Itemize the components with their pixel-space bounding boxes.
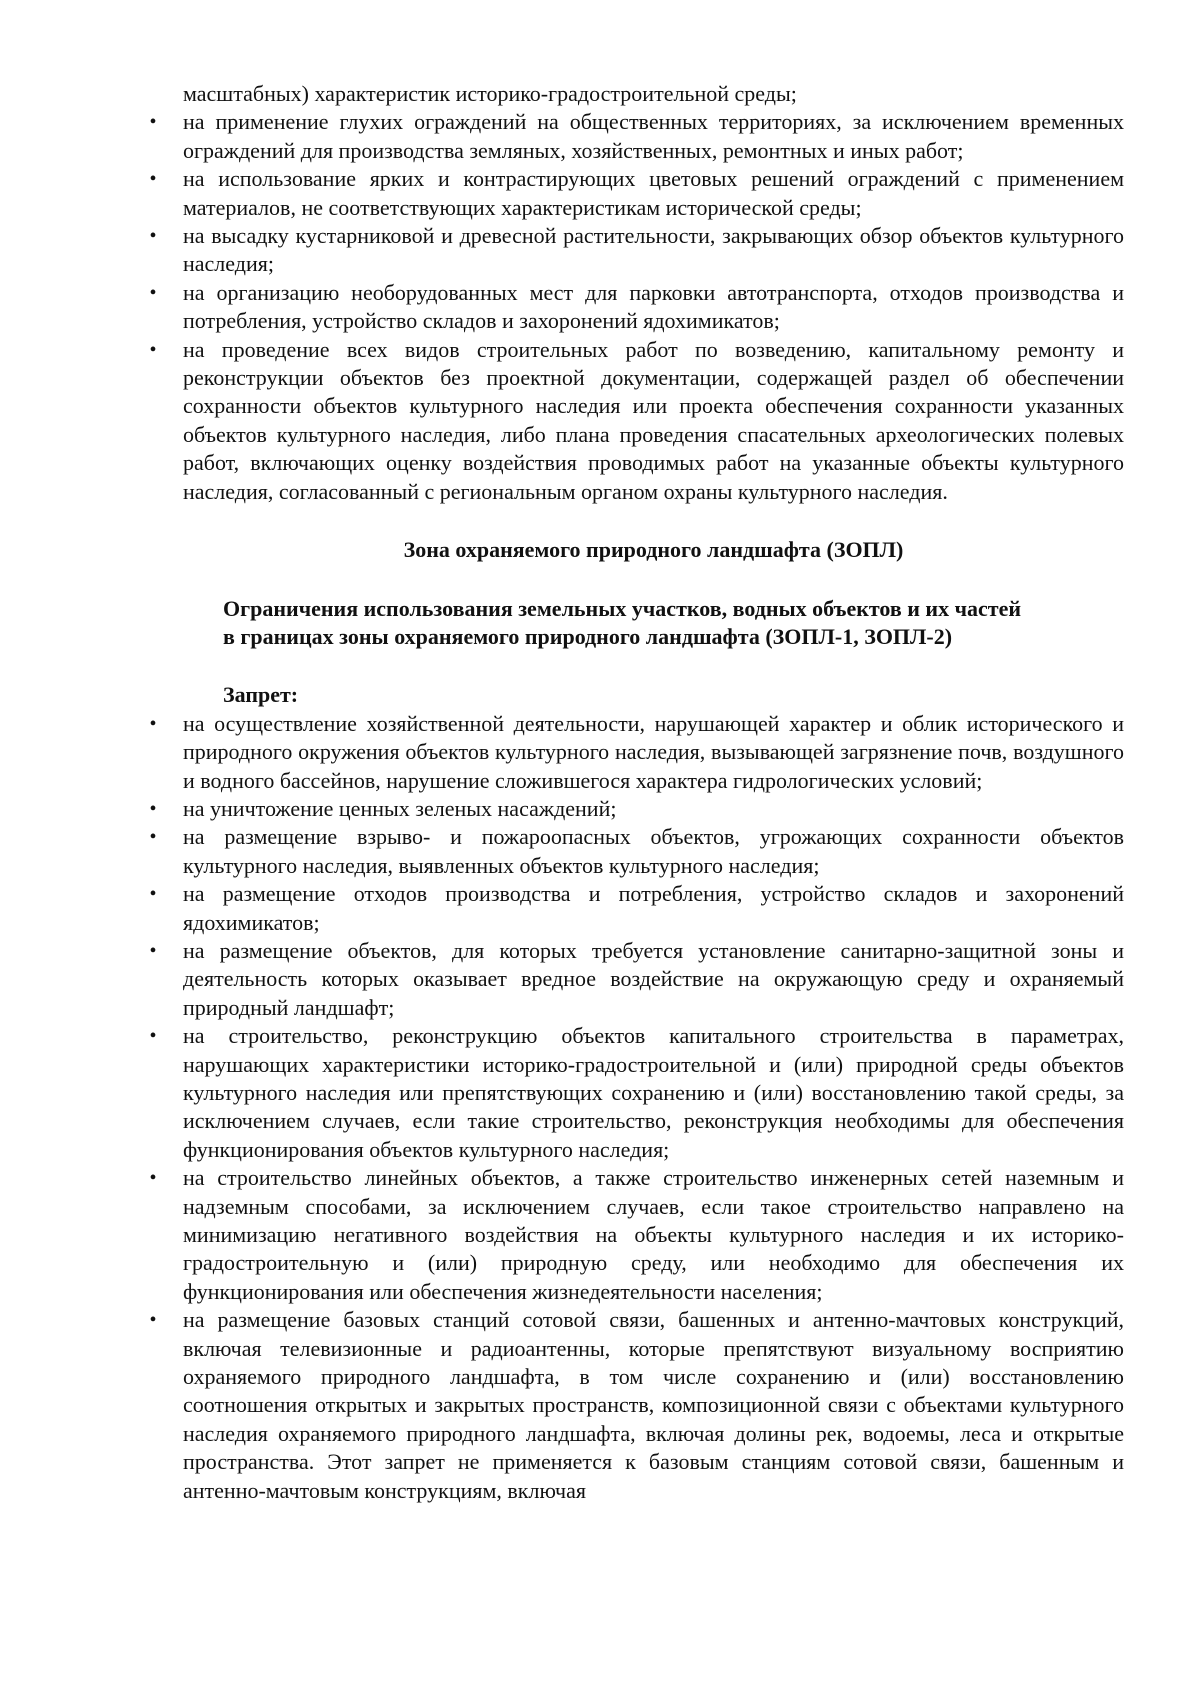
prohibition-label: Запрет:: [223, 682, 299, 708]
bullet-icon: •: [149, 111, 157, 134]
list-item-text: на уничтожение ценных зеленых насаждений;: [183, 795, 617, 821]
list-item: [149, 108, 1124, 165]
list-item-text: на применение глухих ограждений на общественных территориях, за исключением временных ограждений для производства земляных, хозяйственных, ремонтных и иных работ;: [183, 109, 1124, 163]
list-item: [149, 937, 1124, 1022]
list-item: [149, 880, 1124, 937]
list-item: [149, 1164, 1124, 1306]
list-item-text: на размещение отходов производства и потребления, устройство складов и захоронений ядохимикатов;: [183, 881, 1124, 935]
bullet-icon: •: [149, 1025, 157, 1048]
restrictions-list-1: [149, 108, 1124, 506]
bullet-icon: •: [149, 338, 157, 361]
bullet-icon: •: [149, 712, 157, 735]
bullet-icon: •: [149, 168, 157, 191]
bullet-icon: •: [149, 883, 157, 906]
list-item: [149, 1022, 1124, 1164]
restrictions-list-2: [149, 710, 1124, 1505]
zone-title: Зона охраняемого природного ландшафта (ЗОПЛ): [403, 537, 904, 563]
list-item-text: на размещение объектов, для которых требуется установление санитарно-защитной зоны и деятельность которых оказывает вредное воздействие на окружающую среду и охраняемый природный ландшафт;: [183, 937, 1124, 1020]
list-item: [149, 222, 1124, 279]
list-item-text: на проведение всех видов строительных работ по возведению, капитальному ремонту и реконструкции объектов без проектной документации, содержащей раздел об обеспечении сохранности объектов культурного наследия или проекта обеспечения сохранности указанных объектов культурного наследия, либо плана проведения спасательных археологических полевых работ, включающих оценку воздействия проводимых работ на указанные объекты культурного наследия, согласованный с региональным органом охраны культурного наследия.: [183, 336, 1124, 504]
list-item-text: на строительство, реконструкцию объектов капитального строительства в параметрах, нарушающих характеристики историко-градостроительной и (или) природной среды объектов культурного наследия или препятствующих сохранению и (или) восстановлению такой среды, за исключением случаев, если такие строительство, реконструкция необходимы для обеспечения функционирования объектов культурного наследия;: [183, 1023, 1124, 1162]
list-item: [149, 795, 1124, 823]
list-item: [149, 336, 1124, 506]
list-item: [149, 823, 1124, 880]
bullet-icon: •: [149, 281, 157, 304]
bullet-icon: •: [149, 225, 157, 248]
restrictions-title-line-1: Ограничения использования земельных участков, водных объектов и их частей: [223, 595, 1022, 621]
list-item-text: на использование ярких и контрастирующих цветовых решений ограждений с применением материалов, не соответствующих характеристикам исторической среды;: [183, 166, 1124, 220]
bullet-icon: •: [149, 826, 157, 849]
list-item-text: на организацию необорудованных мест для парковки автотранспорта, отходов производства и потребления, устройство складов и захоронений ядохимикатов;: [183, 279, 1124, 334]
continuation-fragment: масштабных) характеристик историко-градостроительной среды;: [183, 81, 797, 106]
list-item-text: на осуществление хозяйственной деятельности, нарушающей характер и облик исторического и природного окружения объектов культурного наследия, вызывающей загрязнение почв, воздушного и водного бассейнов, нарушение сложившегося характера гидрологических условий;: [183, 710, 1124, 793]
list-item: [149, 165, 1124, 222]
bullet-icon: •: [149, 939, 157, 962]
list-item-text: на размещение базовых станций сотовой связи, башенных и антенно-мачтовых конструкций, включая телевизионные и радиоантенны, которые препятствуют визуальному восприятию охраняемого природного ландшафта, в том числе сохранению и (или) восстановлению соотношения открытых и закрытых пространств, композиционной связи с объектами культурного наследия охраняемого природного ландшафта, включая долины рек, водоемы, леса и открытые пространства. Этот запрет не применяется к базовым станциям сотовой связи, башенным и антенно-мачтовым конструкциям, включая: [183, 1307, 1124, 1503]
bullet-icon: •: [149, 1167, 157, 1190]
restrictions-title: [223, 595, 1124, 652]
bullet-icon: •: [149, 1309, 157, 1332]
bullet-icon: •: [149, 797, 157, 820]
list-item-text: на строительство линейных объектов, а также строительство инженерных сетей наземным и надземным способами, за исключением случаев, если такое строительство направлено на минимизацию негативного воздействия на объекты культурного наследия и их историко-градостроительную и (или) природную среду, или необходимо для обеспечения их функционирования или обеспечения жизнедеятельности населения;: [183, 1165, 1124, 1304]
list-item: [149, 1306, 1124, 1505]
restrictions-title-line-2: в границах зоны охраняемого природного ландшафта (ЗОПЛ-1, ЗОПЛ-2): [223, 623, 953, 649]
document-content: [149, 80, 1124, 1505]
list-item-text: на размещение взрыво- и пожароопасных объектов, угрожающих сохранности объектов культурного наследия, выявленных объектов культурного наследия;: [183, 824, 1124, 878]
list-item: [149, 710, 1124, 795]
list-item: [149, 279, 1124, 336]
list-item-text: на высадку кустарниковой и древесной растительности, закрывающих обзор объектов культурного наследия;: [183, 223, 1124, 277]
